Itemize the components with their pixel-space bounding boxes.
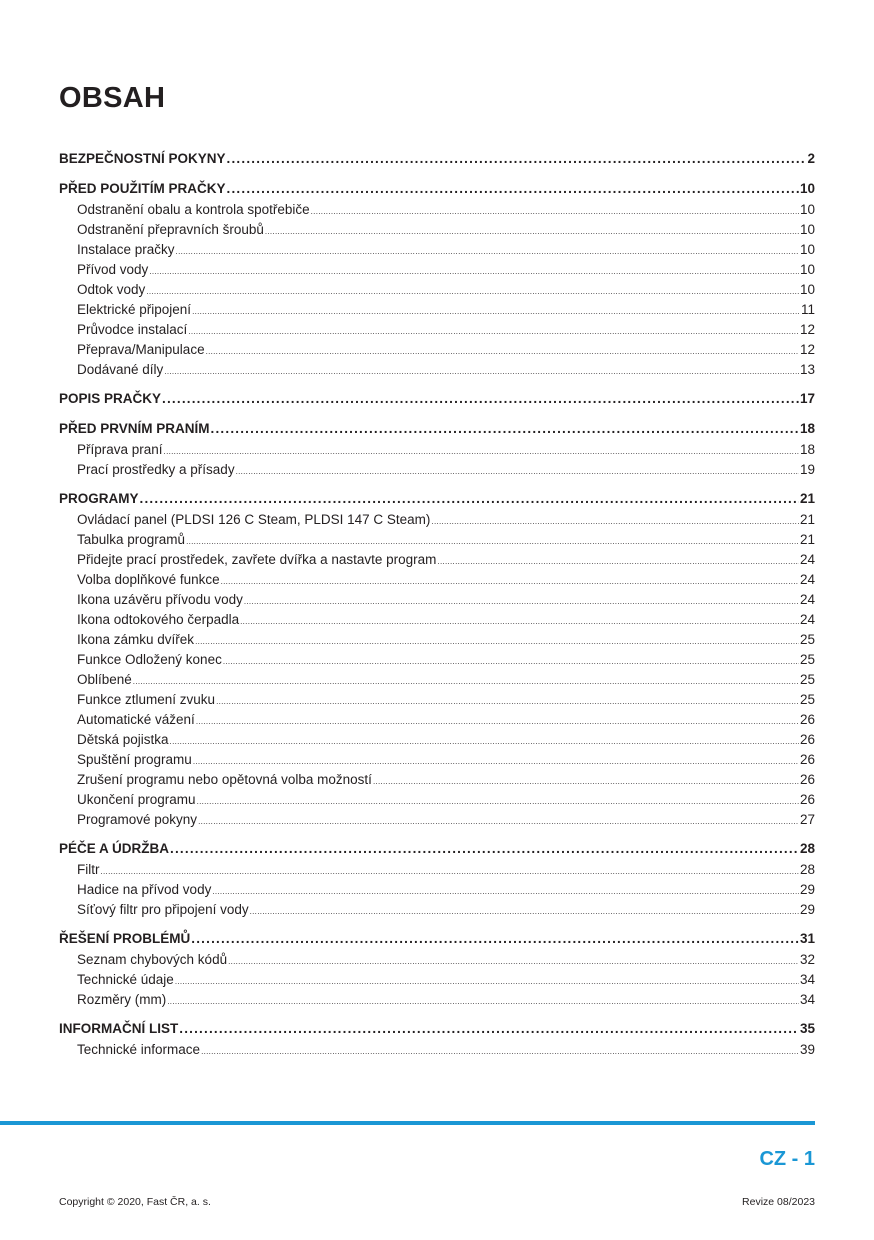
toc-subsection-entry[interactable] [59,970,815,990]
toc-section [59,148,815,170]
dot-leader [373,772,799,792]
toc-entry-page: 19 [799,462,815,477]
dot-leader [149,262,799,282]
toc-subsection-entry[interactable] [59,440,815,460]
dot-leader [227,178,799,200]
toc-entry-title: INFORMAČNÍ LIST [59,1021,179,1036]
dot-leader [311,202,799,222]
dot-leader [201,1042,799,1062]
toc-entry-title: Přívod vody [77,262,149,277]
dot-leader [244,592,799,612]
toc-entry-page: 10 [799,262,815,277]
toc-entry-title: Technické informace [77,1042,201,1057]
toc-entry-title: Příprava praní [77,442,163,457]
toc-entry-page: 12 [799,322,815,337]
toc-subsection-entry[interactable] [59,730,815,750]
toc-section-entry[interactable] [59,928,815,950]
dot-leader [164,442,799,462]
toc-entry-title: Odstranění obalu a kontrola spotřebiče [77,202,310,217]
dot-leader [211,418,799,440]
dot-leader [162,388,799,410]
footer-divider [0,1121,815,1125]
toc-subsection-entry[interactable] [59,200,815,220]
dot-leader [179,1018,799,1040]
toc-entry-page: 32 [799,952,815,967]
toc-entry-title: Ukončení programu [77,792,196,807]
toc-subsection-entry[interactable] [59,750,815,770]
toc-subsection-entry[interactable] [59,610,815,630]
toc-entry-title: PÉČE A ÚDRŽBA [59,841,170,856]
toc-entry-page: 12 [799,342,815,357]
dot-leader [192,302,800,322]
toc-subsection-entry[interactable] [59,1040,815,1060]
toc-subsection-entry[interactable] [59,550,815,570]
dot-leader [101,862,799,882]
toc-subsection-entry[interactable] [59,880,815,900]
toc-entry-page: 21 [799,512,815,527]
toc-subsection-entry[interactable] [59,810,815,830]
toc-entry-title: POPIS PRAČKY [59,391,162,406]
dot-leader [250,902,799,922]
toc-entry-title: Dodávané díly [77,362,164,377]
toc-subsection-entry[interactable] [59,590,815,610]
toc-section-entry[interactable] [59,418,815,440]
toc-entry-title: PROGRAMY [59,491,139,506]
toc-entry-title: Rozměry (mm) [77,992,167,1007]
toc-subsection-entry[interactable] [59,360,815,380]
revision-label: Revize 08/2023 [742,1196,815,1208]
dot-leader [176,242,799,262]
toc-entry-page: 34 [799,972,815,987]
toc-entry-title: ŘEŠENÍ PROBLÉMŮ [59,931,191,946]
toc-entry-page: 17 [799,391,815,406]
toc-entry-page: 10 [799,282,815,297]
toc-entry-title: Volba doplňkové funkce [77,572,220,587]
toc-entry-page: 10 [799,181,815,196]
toc-entry-page: 26 [799,732,815,747]
toc-entry-page: 13 [799,362,815,377]
toc-section [59,418,815,480]
dot-leader [164,362,799,382]
toc-entry-page: 27 [799,812,815,827]
toc-section [59,928,815,1010]
toc-entry-title: Instalace pračky [77,242,175,257]
dot-leader [216,692,799,712]
toc-entry-title: BEZPEČNOSTNÍ POKYNY [59,151,226,166]
toc-subsection-entry[interactable] [59,570,815,590]
dot-leader [188,322,799,342]
dot-leader [221,572,799,592]
dot-leader [175,972,799,992]
toc-entry-title: Hadice na přívod vody [77,882,212,897]
toc-entry-title: Přidejte prací prostředek, zavřete dvířka a nastavte program [77,552,437,567]
toc-subsection-entry[interactable] [59,990,815,1010]
dot-leader [133,672,799,692]
toc-subsection-entry[interactable] [59,790,815,810]
toc-entry-page: 28 [799,841,815,856]
toc-entry-page: 25 [799,672,815,687]
toc-entry-title: Funkce Odložený konec [77,652,222,667]
dot-leader [206,342,799,362]
toc-entry-page: 26 [799,752,815,767]
dot-leader [212,882,799,902]
toc-entry-page: 26 [799,712,815,727]
table-of-contents [59,148,815,1068]
toc-entry-title: Odstranění přepravních šroubů [77,222,264,237]
toc-entry-title: PŘED PRVNÍM PRANÍM [59,421,210,436]
toc-entry-page: 24 [799,572,815,587]
toc-entry-page: 28 [799,862,815,877]
toc-entry-title: Ovládací panel (PLDSI 126 C Steam, PLDSI 147 C Steam) [77,512,431,527]
toc-entry-page: 21 [799,491,815,506]
toc-entry-page: 18 [799,442,815,457]
toc-entry-page: 24 [799,612,815,627]
toc-entry-page: 10 [799,202,815,217]
dot-leader [223,652,799,672]
toc-subsection-entry[interactable] [59,650,815,670]
dot-leader [236,462,799,482]
dot-leader [431,512,799,532]
page-number: CZ - 1 [759,1148,815,1170]
dot-leader [191,928,799,950]
dot-leader [437,552,799,572]
toc-section-entry[interactable] [59,838,815,860]
toc-entry-page: 35 [799,1021,815,1036]
toc-subsection-entry[interactable] [59,630,815,650]
toc-entry-page: 21 [799,532,815,547]
toc-entry-title: Přeprava/Manipulace [77,342,205,357]
toc-entry-page: 25 [799,632,815,647]
toc-subsection-entry[interactable] [59,340,815,360]
toc-entry-page: 39 [799,1042,815,1057]
dot-leader [186,532,799,552]
toc-entry-page: 24 [799,592,815,607]
dot-leader [196,712,799,732]
toc-entry-title: Dětská pojistka [77,732,169,747]
toc-subsection-entry[interactable] [59,280,815,300]
toc-section-entry[interactable] [59,148,815,170]
toc-entry-page: 25 [799,652,815,667]
toc-subsection-entry[interactable] [59,770,815,790]
toc-entry-title: Zrušení programu nebo opětovná volba možností [77,772,372,787]
toc-subsection-entry[interactable] [59,220,815,240]
toc-subsection-entry[interactable] [59,670,815,690]
toc-entry-title: Odtok vody [77,282,146,297]
toc-entry-title: Ikona odtokového čerpadla [77,612,240,627]
toc-subsection-entry[interactable] [59,900,815,920]
toc-entry-title: Síťový filtr pro připojení vody [77,902,249,917]
toc-entry-title: Technické údaje [77,972,174,987]
toc-entry-page: 34 [799,992,815,1007]
dot-leader [170,838,799,860]
toc-subsection-entry[interactable] [59,690,815,710]
toc-entry-page: 24 [799,552,815,567]
toc-entry-page: 29 [799,882,815,897]
dot-leader [197,792,799,812]
toc-section-entry[interactable] [59,488,815,510]
toc-entry-title: Spuštění programu [77,752,192,767]
toc-section [59,1018,815,1060]
toc-entry-page: 31 [799,931,815,946]
toc-subsection-entry[interactable] [59,950,815,970]
dot-leader [195,632,799,652]
toc-section [59,488,815,830]
toc-entry-title: Automatické vážení [77,712,195,727]
toc-entry-page: 11 [800,302,815,317]
copyright-notice: Copyright © 2020, Fast ČR, a. s. [59,1196,211,1208]
toc-subsection-entry[interactable] [59,300,815,320]
toc-entry-title: Filtr [77,862,100,877]
toc-section [59,388,815,410]
dot-leader [240,612,799,632]
toc-entry-title: Ikona zámku dvířek [77,632,195,647]
dot-leader [167,992,799,1012]
toc-entry-page: 10 [799,222,815,237]
toc-entry-title: Průvodce instalací [77,322,188,337]
toc-subsection-entry[interactable] [59,240,815,260]
toc-entry-title: Ikona uzávěru přívodu vody [77,592,243,607]
toc-entry-title: Programové pokyny [77,812,198,827]
page-title: OBSAH [59,82,166,114]
toc-entry-page: 25 [799,692,815,707]
toc-section-entry[interactable] [59,178,815,200]
toc-entry-title: Elektrické připojení [77,302,192,317]
dot-leader [198,812,799,832]
dot-leader [193,752,799,772]
toc-entry-title: Tabulka programů [77,532,186,547]
toc-section [59,838,815,920]
toc-entry-page: 29 [799,902,815,917]
toc-entry-page: 10 [799,242,815,257]
toc-subsection-entry[interactable] [59,260,815,280]
toc-entry-title: PŘED POUŽITÍM PRAČKY [59,181,226,196]
dot-leader [228,952,799,972]
toc-entry-page: 2 [807,151,815,166]
dot-leader [140,488,799,510]
toc-subsection-entry[interactable] [59,460,815,480]
toc-entry-page: 26 [799,792,815,807]
toc-entry-title: Oblíbené [77,672,132,687]
toc-subsection-entry[interactable] [59,530,815,550]
toc-subsection-entry[interactable] [59,710,815,730]
toc-entry-page: 26 [799,772,815,787]
toc-entry-title: Prací prostředky a přísady [77,462,235,477]
dot-leader [265,222,799,242]
toc-subsection-entry[interactable] [59,510,815,530]
toc-section-entry[interactable] [59,388,815,410]
toc-entry-title: Funkce ztlumení zvuku [77,692,216,707]
toc-entry-page: 18 [799,421,815,436]
toc-subsection-entry[interactable] [59,860,815,880]
toc-entry-title: Seznam chybových kódů [77,952,228,967]
toc-subsection-entry[interactable] [59,320,815,340]
dot-leader [146,282,799,302]
toc-section [59,178,815,380]
dot-leader [227,148,807,170]
dot-leader [170,732,799,752]
toc-section-entry[interactable] [59,1018,815,1040]
